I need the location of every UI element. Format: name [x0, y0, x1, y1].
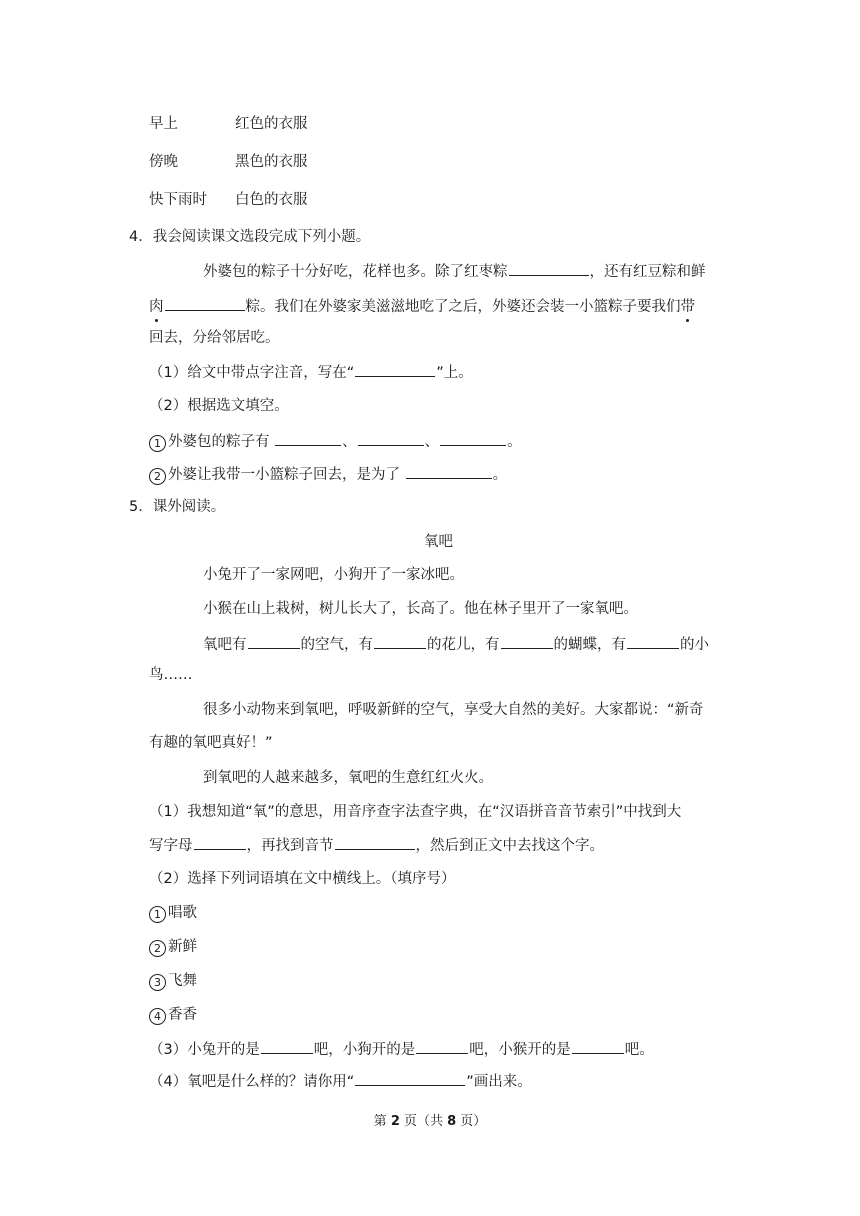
- option-text: 唱歌: [168, 905, 197, 921]
- option-item: [149, 903, 197, 923]
- answer-blank[interactable]: [355, 362, 435, 377]
- circled-number: 3: [149, 974, 166, 991]
- item-text: 。: [492, 467, 508, 483]
- footer-text: 第: [373, 1114, 391, 1129]
- story-paragraph: [203, 634, 709, 655]
- separator: 、: [424, 434, 440, 450]
- option-item: [149, 971, 197, 991]
- option-item: [149, 1005, 197, 1025]
- story-paragraph: 鸟……: [149, 667, 193, 683]
- sub-question-text: （1）给文中带点字注音，写在“: [149, 365, 355, 381]
- sub-question-text: ，然后到正文中去找这个字。: [415, 838, 604, 854]
- clothes-label: 红色的衣服: [235, 116, 308, 132]
- page-number: 2: [390, 1114, 400, 1129]
- dotted-char: 肉: [149, 299, 164, 315]
- total-pages: 8: [447, 1114, 457, 1129]
- passage-line: [203, 261, 706, 282]
- sub-question-text: （4）氧吧是什么样的？请你用“: [149, 1074, 355, 1090]
- sub-question-text: 写字母: [149, 838, 193, 854]
- time-label: 傍晚: [149, 154, 178, 170]
- story-text: 的空气，有: [300, 637, 373, 653]
- option-text: 新鲜: [168, 939, 197, 955]
- story-text: 的花儿，有: [427, 637, 500, 653]
- story-paragraph: 小猴在山上栽树，树儿长大了，长高了。他在林子里开了一家氧吧。: [203, 601, 638, 617]
- sub-question-text: 吧，小猴开的是: [469, 1042, 571, 1058]
- sub-question-text: ，再找到音节: [246, 838, 334, 854]
- passage-text: 粽。我们在外婆家美滋滋地吃了之后，外婆还会装一小篮粽子要我们: [245, 299, 681, 315]
- footer-text: 页）: [456, 1114, 487, 1129]
- sub-question-text: 吧。: [624, 1042, 654, 1058]
- sub-question-1: （1）我想知道“氧”的意思，用音序查字法查字典，在“汉语拼音音节索引”中找到大: [149, 804, 682, 820]
- answer-blank[interactable]: [406, 464, 492, 479]
- answer-blank[interactable]: [501, 634, 553, 649]
- answer-blank[interactable]: [358, 431, 424, 446]
- question-title: 课外阅读。: [152, 499, 226, 515]
- sub-question-text: ”上。: [436, 365, 473, 381]
- dotted-char: 带: [680, 299, 695, 315]
- passage-text: 外婆包的粽子十分好吃，花样也多。除了红枣粽: [203, 264, 508, 280]
- question-4-heading: [129, 227, 370, 247]
- answer-blank[interactable]: [572, 1039, 624, 1054]
- option-item: [149, 937, 197, 957]
- story-paragraph: 有趣的氧吧真好！”: [149, 735, 273, 751]
- answer-blank[interactable]: [194, 835, 246, 850]
- answer-blank[interactable]: [261, 1039, 313, 1054]
- story-text: 氧吧有: [203, 637, 247, 653]
- sub-question-1-cont: [149, 835, 604, 856]
- answer-blank[interactable]: [416, 1039, 468, 1054]
- item-text: 外婆让我带一小篮粽子回去，是为了: [168, 467, 405, 483]
- passage-text: ，还有红豆粽和鲜: [589, 264, 706, 280]
- separator: 、: [342, 434, 357, 450]
- item-text: 外婆包的粽子有: [168, 434, 275, 450]
- clothes-label: 白色的衣服: [235, 192, 308, 208]
- circled-number: 2: [149, 468, 166, 485]
- fill-item-1: [149, 431, 522, 452]
- answer-blank[interactable]: [275, 431, 341, 446]
- answer-blank[interactable]: [248, 634, 300, 649]
- footer-text: 页（共: [399, 1114, 448, 1129]
- sub-question-text: （3）小兔开的是: [149, 1042, 260, 1058]
- story-text: 的蝴蝶，有: [553, 637, 626, 653]
- question-title: 我会阅读课文选段完成下列小题。: [152, 229, 371, 245]
- passage-line: 回去，分给邻居吃。: [149, 330, 280, 346]
- sub-question-4: [149, 1071, 532, 1092]
- sub-question-2: （2）选择下列词语填在文中横线上。（填序号）: [149, 871, 456, 887]
- option-text: 香香: [168, 1007, 197, 1023]
- circled-number: 1: [149, 435, 166, 452]
- story-text: 的小: [680, 637, 709, 653]
- question-number: 5．: [129, 499, 153, 515]
- option-text: 飞舞: [168, 973, 197, 989]
- item-text: 。: [507, 434, 522, 450]
- story-title: 氧吧: [424, 534, 453, 550]
- answer-blank[interactable]: [374, 634, 426, 649]
- answer-blank[interactable]: [355, 1071, 465, 1086]
- fill-item-2: [149, 464, 507, 485]
- sub-question-3: [149, 1039, 654, 1060]
- question-5-heading: [129, 497, 225, 517]
- clothes-label: 黑色的衣服: [235, 154, 308, 170]
- circled-number: 2: [149, 940, 166, 957]
- time-label: 早上: [149, 116, 178, 132]
- page-footer: [0, 1112, 860, 1132]
- story-paragraph: 很多小动物来到氧吧，呼吸新鲜的空气，享受大自然的美好。大家都说：“新奇: [203, 702, 704, 718]
- story-paragraph: 到氧吧的人越来越多，氧吧的生意红红火火。: [203, 770, 493, 786]
- sub-question-2: （2）根据选文填空。: [149, 398, 289, 414]
- answer-blank[interactable]: [627, 634, 679, 649]
- answer-blank[interactable]: [165, 296, 245, 311]
- answer-blank[interactable]: [509, 261, 589, 276]
- circled-number: 4: [149, 1008, 166, 1025]
- passage-line: [149, 296, 695, 317]
- sub-question-text: 吧，小狗开的是: [313, 1042, 416, 1058]
- circled-number: 1: [149, 906, 166, 923]
- question-number: 4．: [129, 229, 153, 245]
- sub-question-text: ”画出来。: [466, 1074, 532, 1090]
- answer-blank[interactable]: [335, 835, 415, 850]
- answer-blank[interactable]: [440, 431, 506, 446]
- time-label: 快下雨时: [149, 192, 207, 208]
- story-paragraph: 小兔开了一家网吧，小狗开了一家冰吧。: [203, 567, 464, 583]
- sub-question-1: [149, 362, 473, 383]
